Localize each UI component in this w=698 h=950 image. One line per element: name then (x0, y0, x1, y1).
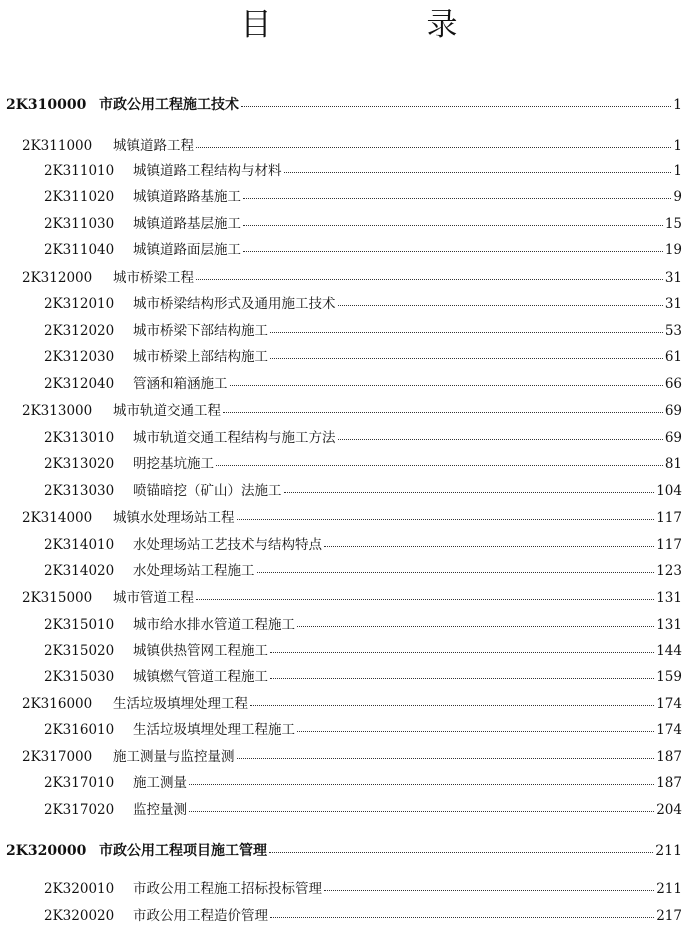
toc-entry-page-number: 159 (656, 669, 682, 685)
toc-entry-title: 市政公用工程施工招标投标管理 (133, 881, 322, 897)
toc-entry-code: 2K311030 (44, 216, 115, 232)
dot-leader (196, 593, 654, 600)
toc-entry-title: 城市桥梁下部结构施工 (133, 323, 268, 339)
toc-entry-code: 2K315010 (44, 617, 115, 633)
toc-entry-code: 2K317010 (44, 775, 115, 791)
dot-leader (270, 352, 663, 359)
toc-entry-code: 2K312010 (44, 296, 115, 312)
toc-entry-code: 2K316010 (44, 722, 115, 738)
toc-entry[interactable] (44, 558, 682, 584)
toc-entry[interactable] (44, 532, 682, 558)
toc-entry-code: 2K310000 (6, 97, 87, 113)
toc-entry[interactable] (44, 903, 682, 929)
dot-leader (237, 513, 655, 520)
dot-leader (196, 273, 663, 280)
toc-entry-page-number: 117 (656, 510, 682, 526)
dot-leader (189, 778, 654, 785)
toc-entry-code: 2K313020 (44, 456, 115, 472)
toc-entry-title: 市政公用工程造价管理 (133, 908, 268, 924)
toc-entry-title: 水处理场站工艺技术与结构特点 (133, 537, 322, 553)
toc-entry-page-number: 217 (656, 908, 682, 924)
toc-entry-title: 城镇供热管网工程施工 (133, 643, 268, 659)
dot-leader (284, 486, 655, 493)
dot-leader (243, 219, 663, 226)
toc-entry-code: 2K315030 (44, 669, 115, 685)
dot-leader (216, 459, 663, 466)
dot-leader (284, 166, 672, 173)
dot-leader (270, 646, 654, 653)
dot-leader (324, 884, 654, 891)
toc-entry[interactable] (44, 612, 682, 638)
toc-entry-code: 2K314010 (44, 537, 115, 553)
toc-entry-page-number: 31 (664, 270, 682, 286)
toc-entry-page-number: 1 (673, 97, 682, 113)
toc-entry[interactable] (6, 92, 682, 118)
toc-entry-code: 2K312020 (44, 323, 115, 339)
toc-entry-page-number: 187 (656, 775, 682, 791)
toc-entry-title: 监控量测 (133, 802, 187, 818)
toc-entry-code: 2K313030 (44, 483, 115, 499)
toc-entry[interactable] (44, 291, 682, 317)
toc-entry-code: 2K314000 (22, 510, 93, 526)
toc-entry-code: 2K320010 (44, 881, 115, 897)
dot-leader (269, 846, 653, 853)
toc-entry[interactable] (44, 318, 682, 344)
toc-entry-title: 施工测量 (133, 775, 187, 791)
toc-entry-page-number: 66 (664, 376, 682, 392)
toc-entry[interactable] (44, 664, 682, 690)
toc-entry-title: 城镇燃气管道工程施工 (133, 669, 268, 685)
toc-entry[interactable] (22, 585, 682, 611)
toc-entry-page-number: 187 (656, 749, 682, 765)
toc-entry-code: 2K315020 (44, 643, 115, 659)
toc-entry-title: 生活垃圾填埋处理工程 (113, 696, 248, 712)
toc-entry-title: 明挖基坑施工 (133, 456, 214, 472)
toc-entry-page-number: 117 (656, 537, 682, 553)
toc-entry-title: 城市桥梁上部结构施工 (133, 349, 268, 365)
toc-entry[interactable] (44, 425, 682, 451)
dot-leader (297, 725, 654, 732)
toc-entry-code: 2K313010 (44, 430, 115, 446)
toc-entry-title: 施工测量与监控量测 (113, 749, 235, 765)
toc-entry-code: 2K317020 (44, 802, 115, 818)
toc-entry-page-number: 211 (656, 881, 682, 897)
toc-entry[interactable] (22, 133, 682, 159)
toc-entry-title: 城市轨道交通工程结构与施工方法 (133, 430, 336, 446)
toc-entry-code: 2K313000 (22, 403, 93, 419)
dot-leader (297, 620, 654, 627)
toc-entry[interactable] (44, 451, 682, 477)
dot-leader (196, 141, 671, 148)
toc-entry[interactable] (44, 158, 682, 184)
toc-entry-page-number: 69 (664, 403, 682, 419)
toc-entry-title: 城市桥梁工程 (113, 270, 194, 286)
dot-leader (270, 326, 663, 333)
toc-entry-page-number: 69 (664, 430, 682, 446)
toc-entry-title: 城镇道路基层施工 (133, 216, 241, 232)
toc-entry-title: 市政公用工程项目施工管理 (99, 843, 267, 859)
toc-entry-page-number: 53 (664, 323, 682, 339)
toc-entry-title: 城镇水处理场站工程 (113, 510, 235, 526)
dot-leader (243, 192, 671, 199)
toc-entry-title: 城镇道路工程结构与材料 (133, 163, 282, 179)
toc-entry-title: 管涵和箱涵施工 (133, 376, 228, 392)
toc-entry-page-number: 31 (664, 296, 682, 312)
dot-leader (223, 406, 663, 413)
toc-entry-code: 2K320020 (44, 908, 115, 924)
toc-entry-title: 城市轨道交通工程 (113, 403, 221, 419)
toc-entry-title: 城镇道路路基施工 (133, 189, 241, 205)
toc-entry-code: 2K315000 (22, 590, 93, 606)
toc-title: 目 录 (240, 7, 520, 43)
toc-entry-title: 城镇道路工程 (113, 138, 194, 154)
dot-leader (338, 299, 663, 306)
toc-entry-title: 城市管道工程 (113, 590, 194, 606)
toc-entry-code: 2K320000 (6, 843, 87, 859)
toc-entry[interactable] (44, 797, 682, 823)
toc-entry-code: 2K311010 (44, 163, 115, 179)
dot-leader (270, 911, 654, 918)
toc-entry-title: 城市给水排水管道工程施工 (133, 617, 295, 633)
toc-entry[interactable] (44, 237, 682, 263)
dot-leader (243, 245, 663, 252)
toc-entry-page-number: 174 (656, 696, 682, 712)
toc-entry-page-number: 131 (656, 617, 682, 633)
toc-entry-code: 2K311000 (22, 138, 93, 154)
toc-entry[interactable] (44, 184, 682, 210)
toc-entry-code: 2K311020 (44, 189, 115, 205)
toc-entry[interactable] (22, 691, 682, 717)
toc-entry-page-number: 204 (656, 802, 682, 818)
toc-entry[interactable] (22, 505, 682, 531)
toc-entry-title: 生活垃圾填埋处理工程施工 (133, 722, 295, 738)
dot-leader (338, 433, 663, 440)
toc-entry-title: 喷锚暗挖（矿山）法施工 (133, 483, 282, 499)
toc-entry[interactable] (6, 838, 682, 864)
toc-entry-page-number: 9 (673, 189, 682, 205)
toc-entry-page-number: 104 (656, 483, 682, 499)
toc-entry-page-number: 61 (664, 349, 682, 365)
dot-leader (270, 672, 654, 679)
toc-entry-page-number: 15 (664, 216, 682, 232)
toc-entry-page-number: 1 (673, 138, 682, 154)
toc-entry[interactable] (44, 211, 682, 237)
toc-entry[interactable] (44, 478, 682, 504)
toc-entry-code: 2K312030 (44, 349, 115, 365)
toc-entry-code: 2K312040 (44, 376, 115, 392)
toc-entry-title: 城市桥梁结构形式及通用施工技术 (133, 296, 336, 312)
toc-entry[interactable] (22, 265, 682, 291)
dot-leader (241, 100, 671, 107)
toc-entry[interactable] (44, 638, 682, 664)
toc-entry[interactable] (44, 344, 682, 370)
toc-entry-page-number: 131 (656, 590, 682, 606)
toc-entry[interactable] (44, 770, 682, 796)
toc-entry[interactable] (44, 876, 682, 902)
toc-entry-page-number: 19 (664, 242, 682, 258)
toc-entry-title: 城镇道路面层施工 (133, 242, 241, 258)
dot-leader (257, 566, 655, 573)
toc-entry-title: 市政公用工程施工技术 (99, 97, 239, 113)
toc-entry-code: 2K311040 (44, 242, 115, 258)
dot-leader (230, 379, 663, 386)
toc-entry[interactable] (44, 717, 682, 743)
toc-entry-code: 2K312000 (22, 270, 93, 286)
toc-entry-page-number: 211 (655, 843, 682, 859)
toc-entry-title: 水处理场站工程施工 (133, 563, 255, 579)
toc-entry-page-number: 1 (673, 163, 682, 179)
toc-entry[interactable] (44, 371, 682, 397)
dot-leader (250, 699, 654, 706)
dot-leader (189, 805, 654, 812)
dot-leader (324, 540, 654, 547)
toc-entry-page-number: 123 (656, 563, 682, 579)
toc-entry[interactable] (22, 744, 682, 770)
toc-entry-code: 2K316000 (22, 696, 93, 712)
toc-entry-page-number: 174 (656, 722, 682, 738)
toc-entry-code: 2K314020 (44, 563, 115, 579)
toc-entry[interactable] (22, 398, 682, 424)
toc-entry-page-number: 81 (664, 456, 682, 472)
toc-entry-page-number: 144 (656, 643, 682, 659)
toc-entry-code: 2K317000 (22, 749, 93, 765)
dot-leader (237, 752, 655, 759)
